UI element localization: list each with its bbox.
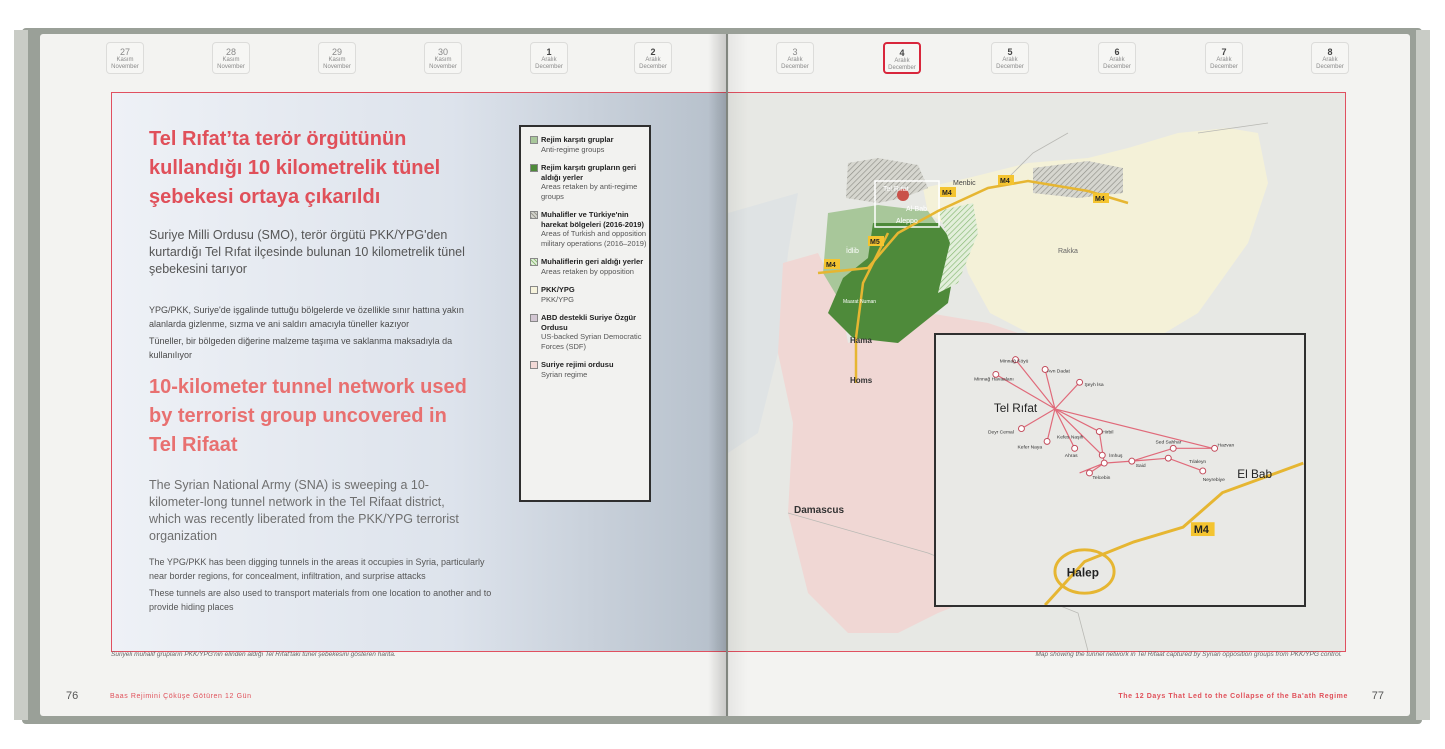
legend-swatch [530,314,538,322]
label-tel-rifat: Tel Rıfat [883,186,909,193]
svg-text:İmhuş: İmhuş [1109,454,1123,460]
inset-road-m4 [1045,463,1303,605]
svg-text:Minnağ Köyü: Minnağ Köyü [999,359,1029,365]
date-tab[interactable]: 7 Aralık December [1205,42,1243,74]
book-edge-right [1416,30,1430,720]
svg-text:Minnağ Havaalanı: Minnağ Havaalanı [974,377,1014,383]
running-footer: The 12 Days That Led to the Collapse of the Ba'ath Regime [1118,693,1348,700]
english-headline: 10-kilometer tunnel network used by terrorist group uncovered in Tel Rifaat [149,376,467,456]
svg-text:Said: Said [1135,464,1146,470]
date-tab[interactable]: 29 Kasım November [318,42,356,74]
svg-text:Ahras: Ahras [1064,454,1078,460]
badge-m5: M5 [870,239,880,246]
turkish-paragraph: Tüneller, bir bölgeden diğerine malzeme taşıma ve saklanma maksadıyla da kullanılıyor [149,336,453,360]
tel-rifat-inset-map [934,333,1306,607]
turkish-headline: Tel Rıfat’ta terör örgütünün kullandığı 10 kilometrelik tünel şebekesi ortaya çıkarıldı [149,128,441,208]
english-lead: The Syrian National Army (SNA) is sweeping a 10-kilometer-long tunnel network in the Tel Rifaat district, which was recently liberated from the PKK/YPG terrorist organization [149,478,459,543]
svg-text:Hirbil: Hirbil [1102,430,1114,436]
legend-item: Suriye rejimi ordusu Syrian regime [521,360,649,379]
date-tab-active[interactable]: 4 Aralık December [883,42,921,74]
svg-text:Tılaleyn: Tılaleyn [1188,460,1207,466]
inset-label-tel-rifat: Tel Rıfat [993,400,1038,415]
label-hama: Hama [850,336,872,345]
page-number: 77 [1371,690,1384,702]
label-menbic: Menbic [953,180,976,187]
map-legend [519,125,651,502]
legend-item: Muhalifler ve Türkiye'nin harekat bölgeleri (2016-2019) Areas of Turkish and opposition military operations (2016–2019) [521,210,649,248]
ops-area [1033,161,1123,198]
right-page [728,34,1410,716]
left-page [40,34,726,716]
turkish-paragraph: YPG/PKK, Suriye'de işgalinde tuttuğu bölgelerde ve özellikle sınır hattına yakın alanlarda gizlenme, sızma ve ani saldırı amacıyla tüneller kazıyor [149,305,464,329]
label-al-bab: Al-Bab [906,206,928,213]
right-date-strip [728,42,1410,78]
date-tab[interactable]: 5 Aralık December [991,42,1029,74]
legend-item: PKK/YPG PKK/YPG [521,285,649,304]
svg-text:Hazvan: Hazvan [1217,443,1235,449]
label-aleppo: Aleppo [896,218,918,225]
village-markers [993,357,1218,476]
page-number: 76 [66,690,79,702]
turkish-body [149,303,494,362]
label-idlib: İdlib [846,248,859,255]
date-tab[interactable]: 3 Aralık December [776,42,814,74]
date-tab[interactable]: 27 Kasım November [106,42,144,74]
inset-badge-m4: M4 [1193,524,1209,537]
badge-m4: M4 [1000,178,1010,185]
inset-label-el-bab: El Bab [1237,466,1273,481]
svg-text:Sed Sahhar: Sed Sahhar [1155,440,1182,446]
legend-swatch [530,136,538,144]
inset-map-svg [936,335,1304,605]
date-tab[interactable]: 1 Aralık December [530,42,568,74]
badge-m4: M4 [1095,196,1105,203]
legend-item: Rejim karşıtı grupların geri aldığı yerler Areas retaken by anti-regime groups [521,163,649,201]
label-maarat: Maarat Numan [843,299,877,305]
legend-item: ABD destekli Suriye Özgür Ordusu US-backed Syrian Democratic Forces (SDF) [521,313,649,351]
legend-swatch [530,164,538,172]
svg-text:Deyr Cemal: Deyr Cemal [987,430,1014,436]
left-date-strip [40,42,726,78]
running-footer: Baas Rejimini Çöküşe Götüren 12 Gün [110,693,252,700]
turkish-lead: Suriye Milli Ordusu (SMO), terör örgütü PKK/YPG'den kurtardığı Tel Rıfat ilçesinde bulunan 10 kilometrelik tünel şebekesini tarıyor [149,228,465,276]
svg-text:Kefes Naşih: Kefes Naşih [1056,435,1084,441]
label-homs: Homs [850,376,873,385]
english-body [149,555,494,614]
date-tab[interactable]: 6 Aralık December [1098,42,1136,74]
english-paragraph: The YPG/PKK has been digging tunnels in the areas it occupies in Syria, particularly near border regions, for concealment, infiltration, and surprise attacks [149,557,485,581]
legend-swatch [530,286,538,294]
svg-text:Telcebin: Telcebin [1092,475,1111,481]
svg-text:Şeyh İsa: Şeyh İsa [1084,383,1104,389]
svg-text:Avn Dadat: Avn Dadat [1047,369,1070,375]
svg-text:Neyrebiye: Neyrebiye [1202,477,1225,483]
badge-m4: M4 [826,262,836,269]
label-damascus: Damascus [794,505,845,516]
figure-caption: Suriyeli muhalif grupların PKK/YPG'nin elinden aldığı Tel Rıfat'taki tünel şebekesini gösteren harita. [111,651,396,658]
legend-swatch [530,361,538,369]
date-tab[interactable]: 28 Kasım November [212,42,250,74]
label-rakka: Rakka [1058,248,1078,255]
badge-m4: M4 [942,190,952,197]
article-panel [111,92,726,652]
date-tab[interactable]: 2 Aralık December [634,42,672,74]
legend-swatch [530,211,538,219]
legend-item: Rejim karşıtı gruplar Anti-regime groups [521,135,649,154]
svg-text:Kefer Naya: Kefer Naya [1017,445,1043,451]
legend-item: Muhaliflerin geri aldığı yerler Areas retaken by opposition [521,257,649,276]
date-tab[interactable]: 30 Kasım November [424,42,462,74]
figure-caption: Map showing the tunnel network in Tel Rifaat captured by Syrian opposition groups from PKK/YPG control. [1035,651,1342,658]
book-edge-left [14,30,28,720]
inset-label-halep: Halep [1066,565,1099,580]
legend-swatch [530,258,538,266]
date-tab[interactable]: 8 Aralık December [1311,42,1349,74]
english-paragraph: These tunnels are also used to transport materials from one location to another and to provide hiding places [149,588,492,612]
map-panel [728,92,1346,652]
